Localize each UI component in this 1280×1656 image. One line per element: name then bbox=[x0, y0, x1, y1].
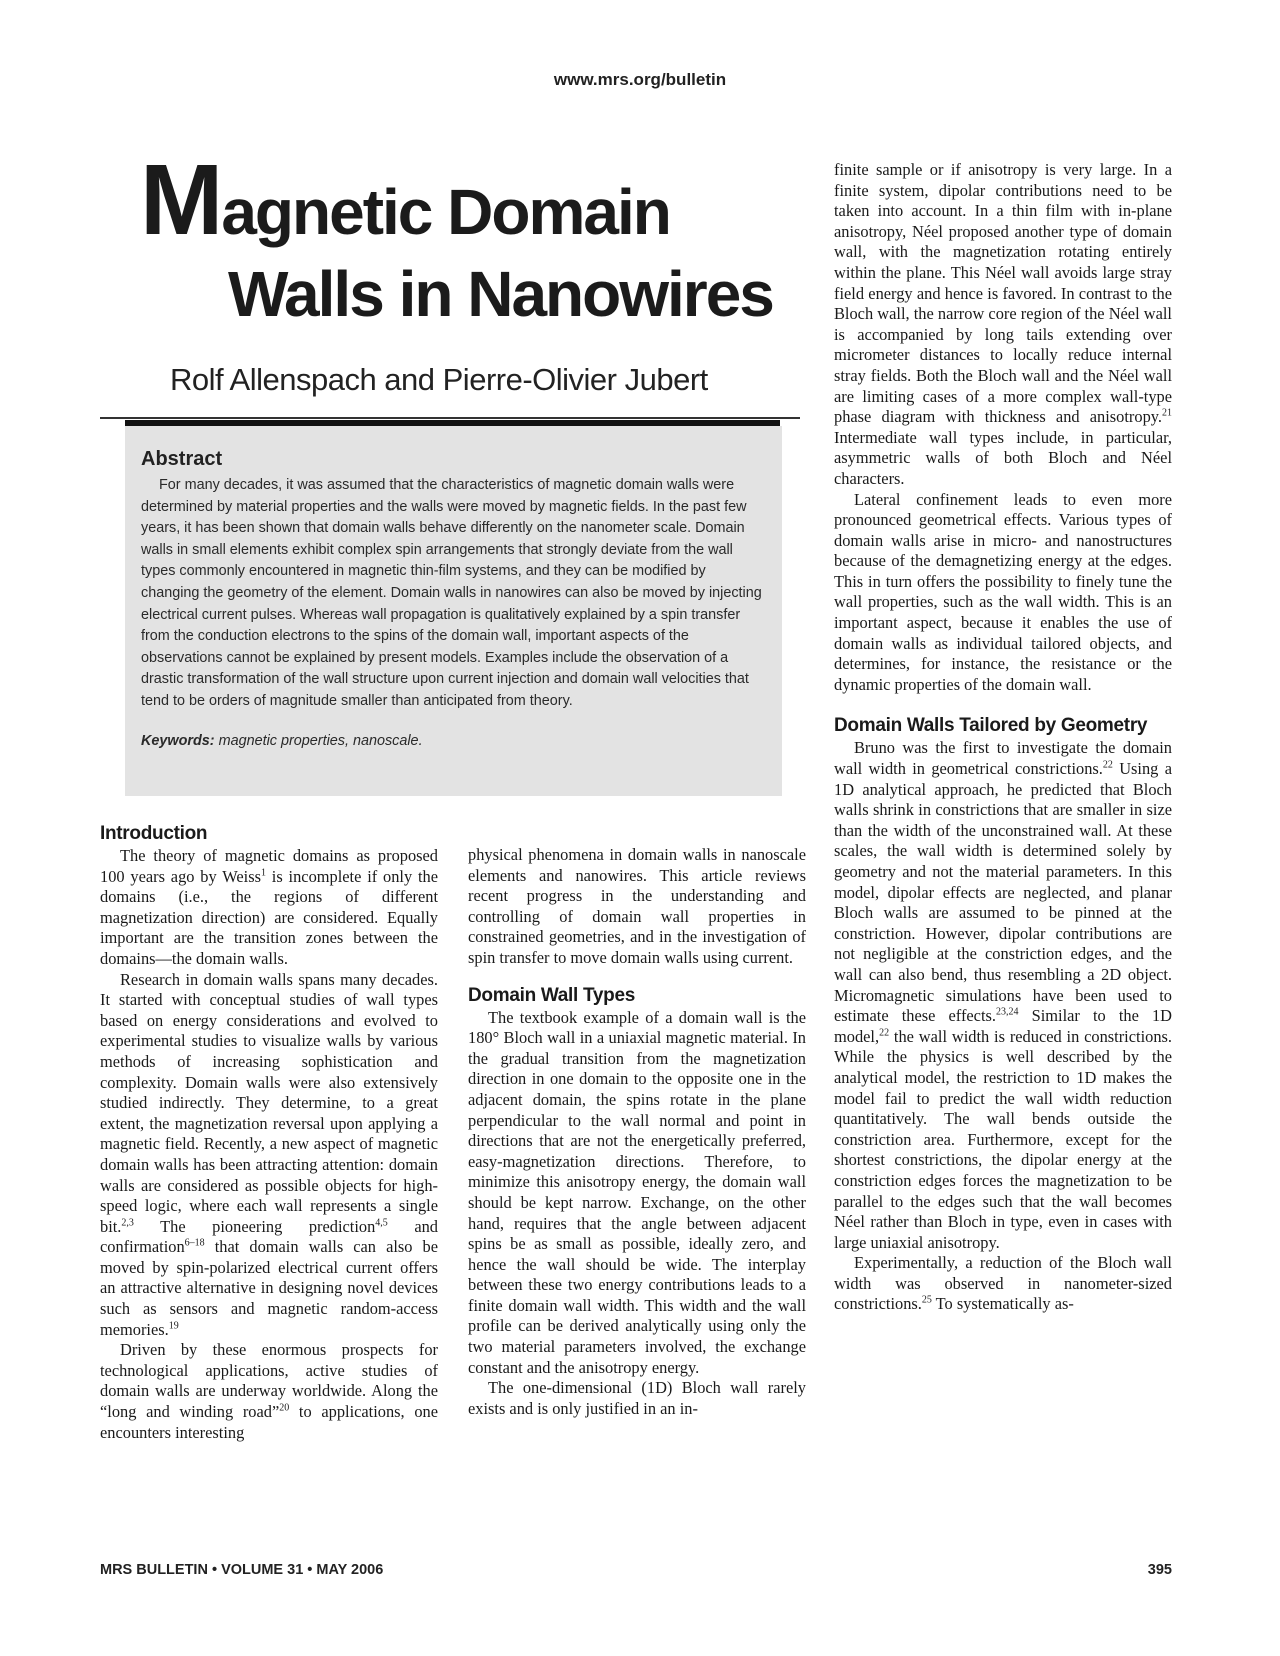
citation-ref[interactable]: 22 bbox=[1102, 759, 1113, 771]
section-heading-introduction: Introduction bbox=[100, 823, 208, 844]
citation-ref[interactable]: 21 bbox=[1162, 407, 1172, 419]
citation-ref[interactable]: 2,3 bbox=[121, 1217, 134, 1229]
types-paragraph-1: The textbook example of a domain wall is the 180° Bloch wall in a uniaxial magnetic material. In the gradual transition from the magnetization direction in one domain to the opposite one in the adjacent domain, the spins rotate in the plane perpendicular to the wall normal and point in directions that are not the energetically preferred, easy-magnetization directions. Therefore, to minimize this anisotropy energy, the domain wall should be kept narrow. Exchange, on the other hand, requires that the angle between adjacent spins be as small as possible, ideally zero, and hence the wall should be wide. The interplay between these two energy contributions leads to a finite domain wall width. This width and the wall profile can be derived analytically using only the two material parameters involved, the exchange constant and the anisotropy energy. bbox=[468, 1007, 806, 1377]
keywords bbox=[141, 733, 768, 749]
column-2 bbox=[468, 845, 806, 1419]
citation-ref[interactable]: 1 bbox=[260, 867, 266, 879]
section-heading-tailored-by-geometry: Domain Walls Tailored by Geometry bbox=[834, 715, 1148, 737]
footer-journal-info: MRS BULLETIN • VOLUME 31 • MAY 2006 bbox=[100, 1562, 384, 1578]
abstract-heading: Abstract bbox=[141, 448, 223, 470]
citation-ref[interactable]: 23,24 bbox=[995, 1006, 1019, 1018]
types-paragraph-2: The one-dimensional (1D) Bloch wall rarely exists and is only justified in an in- bbox=[468, 1378, 806, 1418]
tailored-paragraph-1: Bruno was the first to investigate the domain wall width in geometrical constrictions.$^{22}$ Using a 1D analytical approach, he predicted that Bloch walls shrink in constrictions that are smaller in size than the width of the unconstrained wall. At these scales, the wall width is determined solely by geometry and not the material parameters. In this model, dipolar effects are neglected, and planar Bloch walls are assumed to be pinned at the constriction. However, dipolar contributions are not negligible at the constriction edges, and the wall can also bend, thus resembling a 2D object. Micromagnetic simulations have been used to estimate these effects.$^{23,24}$ Similar to the 1D model,$^{22}$ the wall width is reduced in constrictions. While the physics is well described by the analytical model, the restriction to 1D makes the model fail to predict the wall width reduction quantitatively. The wall bends outside the constriction area. Furthermore, except for the shortest constrictions, the dipolar energy at the constriction edges forces the magnetization to be parallel to the edges such that the wall becomes Néel rather than Bloch in type, even in cases with large uniaxial anisotropy. bbox=[834, 738, 1172, 1252]
section-heading-domain-wall-types: Domain Wall Types bbox=[468, 984, 635, 1006]
intro-paragraph-1: The theory of magnetic domains as proposed 100 years ago by Weiss$^1$ is incomplete if only the domains (i.e., the regions of different magnetization direction) are considered. Equally important are the transition zones between the domains—the domain walls. bbox=[100, 846, 439, 968]
types-paragraph-2-continued: finite sample or if anisotropy is very large. In a finite system, dipolar contributions need to be taken into account. In a thin film with in-plane anisotropy, Néel proposed another type of domain wall, with the magnetization rotating entirely within the plane. This Néel wall avoids large stray field energy and hence is favored. In contrast to the Bloch wall, the narrow core region of the Néel wall is accompanied by long tails extending over micrometer distances to locally reduce internal stray fields. Both the Bloch wall and the Néel wall are limiting cases of a more complex wall-type phase diagram with thickness and anisotropy.$^{21}$ Intermediate wall types include, in particular, asymmetric walls of both Bloch and Néel characters. bbox=[834, 160, 1172, 488]
citation-ref[interactable]: 25 bbox=[921, 1295, 932, 1306]
citation-ref[interactable]: 20 bbox=[279, 1402, 290, 1414]
abstract-box bbox=[125, 426, 782, 796]
citation-ref[interactable]: 6–18 bbox=[184, 1237, 205, 1249]
abstract-text: For many decades, it was assumed that the characteristics of magnetic domain walls were determined by material properties and the walls were moved by magnetic fields. In the past few years, it has been shown that domain walls behave differently on the nanometer scale. Domain walls in small elements exhibit complex spin arrangements that strongly deviate from the wall types commonly encountered in magnetic thin-film systems, and they can be modified by changing the geometry of the element. Domain walls in nanowires can also be moved by injecting electrical current pulses. Whereas wall propagation is qualitatively explained by a spin transfer from the conduction electrons to the spins of the domain wall, important aspects of the observations cannot be explained by present models. Examples include the observation of a drastic transformation of the wall structure upon current injection and domain wall velocities that tend to be orders of magnitude smaller than anticipated from theory. bbox=[141, 477, 762, 709]
types-paragraph-3: Lateral confinement leads to even more pronounced geometrical effects. Various types of domain walls arise in micro- and nanostructures because of the demagnetizing energy at the edges. This in turn offers the possibility to finely tune the wall properties, such as the wall width. This is an important aspect, because it enables the use of domain walls as individual tailored objects, and determines, for instance, the resistance or the dynamic properties of the domain wall. bbox=[834, 489, 1172, 694]
title-rule-thin bbox=[100, 417, 800, 419]
keywords-value: magnetic properties, nanoscale. bbox=[218, 732, 423, 749]
footer-page-number: 395 bbox=[1147, 1562, 1172, 1578]
citation-ref[interactable]: 4,5 bbox=[375, 1217, 388, 1229]
keywords-label: Keywords: bbox=[141, 732, 215, 749]
column-3 bbox=[834, 160, 1172, 1315]
title-line-1-rest: agnetic Domain bbox=[221, 176, 670, 248]
intro-paragraph-3-continued: physical phenomena in domain walls in nanoscale elements and nanowires. This article reviews recent progress in the understanding and controlling of domain wall properties in constrained geometries, and in the investigation of spin transfer to move domain walls using current. bbox=[468, 845, 806, 967]
citation-ref[interactable]: 19 bbox=[168, 1320, 179, 1332]
citation-ref[interactable]: 22 bbox=[879, 1027, 890, 1039]
article-title bbox=[140, 144, 800, 336]
column-1 bbox=[100, 823, 438, 1443]
journal-url[interactable]: www.mrs.org/bulletin bbox=[553, 70, 727, 89]
intro-paragraph-3: Driven by these enormous prospects for technological applications, active studies of domain walls are underway worldwide. Along the “long and winding road”$^{20}$ to applications, one encounters interesting bbox=[100, 1340, 438, 1442]
tailored-paragraph-2: Experimentally, a reduction of the Bloch wall width was observed in nanometer-sized constrictions.$^{25}$ To systematically as- bbox=[834, 1253, 1172, 1314]
title-drop-initial: M bbox=[140, 144, 222, 256]
author-list: Rolf Allenspach and Pierre-Olivier Jubert bbox=[170, 362, 708, 397]
intro-paragraph-2: Research in domain walls spans many decades. It started with conceptual studies of wall types based on energy considerations and evolved to experimental studies to visualize walls by various methods of increasing sophistication and complexity. Domain walls were also extensively studied indirectly. They determine, to a great extent, the magnetization reversal upon applying a magnetic field. Recently, a new aspect of magnetic domain walls has been attracting attention: domain walls are considered as possible objects for high-speed logic, where each wall represents a single bit.$^{2,3}$ The pioneering prediction$^{4,5}$ and confirmation$^{6-18}$ that domain walls can also be moved by spin-polarized electrical current offers an attractive alternative in designing novel devices such as sensors and magnetic random-access memories.$^{19}$ bbox=[100, 969, 438, 1339]
title-line-1 bbox=[140, 144, 800, 256]
title-line-2: Walls in Nanowires bbox=[228, 258, 773, 330]
